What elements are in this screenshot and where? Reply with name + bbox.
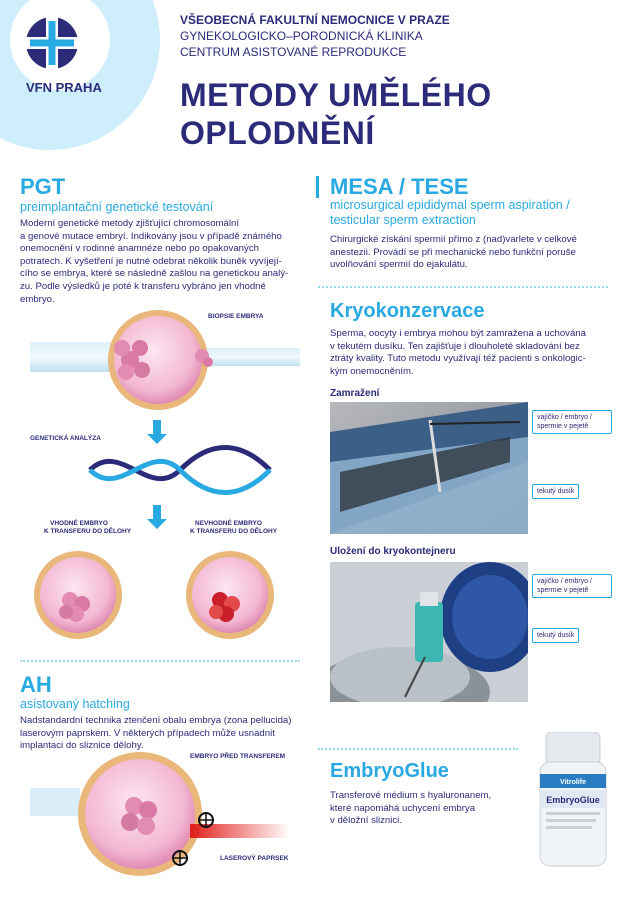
embryo-before-transfer-label: EMBRYO PŘED TRANSFEREM (190, 753, 286, 760)
svg-text:EmbryoGlue: EmbryoGlue (546, 795, 600, 805)
ah-text: Nadstandardní technika ztenčení obalu embrya (zona pellucida) laserovým paprskem. V některých případech může usnadnit implantaci do sliznice dělohy. (20, 715, 292, 752)
center-name: CENTRUM ASISTOVANÉ REPRODUKCE (180, 45, 407, 59)
embryoglue-heading: EmbryoGlue (330, 760, 449, 782)
ah-subtitle: asistovaný hatching (20, 697, 130, 711)
divider (20, 660, 300, 662)
ah-heading: AH (20, 672, 52, 697)
nitrogen-label: tekutý dusík (532, 484, 579, 499)
good-embryo-label-1: VHODNÉ EMBRYO (50, 520, 108, 527)
bad-embryo-label-1: NEVHODNÉ EMBRYO (195, 520, 262, 527)
nitrogen-label: tekutý dusík (532, 628, 579, 643)
ah-illustration (30, 748, 310, 888)
embryoglue-bottle (528, 732, 618, 872)
divider (318, 286, 608, 288)
svg-text:Vitrolife: Vitrolife (560, 779, 586, 786)
storage-photo (330, 562, 528, 702)
embryoglue-text: Transferové médium s hyaluronanem, které napomáhá uchycení embrya v děložní sliznici. (330, 790, 492, 827)
vertical-rule (316, 176, 319, 198)
page-title: METODY UMĚLÉHO OPLODNĚNÍ (180, 77, 492, 151)
sample-label: vajíčko / embryo / spermie v pejetě (532, 410, 612, 434)
pgt-text: Moderní genetické metody zjišťující chromosomální a genové mutace embryí. Indikovány jsou v případě známého onemocnění v rodinné anamnéze nebo po opakovaných potratech. K vyšetření je nutné odebrat několik buněk vyvíjejí- cího se embrya, které se následně zašlou na genetickou analý- zu. Podle výsledků je poté k transferu vybráno jen vhodné embryo. (20, 218, 289, 305)
freeze-caption: Zamražení (330, 388, 380, 399)
storage-caption: Uložení do kryokontejneru (330, 546, 456, 557)
bad-embryo-label-2: K TRANSFERU DO DĚLOHY (190, 528, 278, 535)
clinic-name: GYNEKOLOGICKO–PORODNICKÁ KLINIKA (180, 29, 423, 43)
mesa-subtitle: microsurgical epididymal sperm aspiration / testicular sperm extraction (330, 198, 570, 227)
pgt-subtitle: preimplantační genetické testování (20, 200, 214, 214)
pgt-illustration (30, 300, 300, 640)
pgt-heading: PGT (20, 174, 66, 199)
freeze-photo (330, 402, 528, 534)
mesa-heading: MESA / TESE (330, 174, 469, 199)
laser-label: LASEROVÝ PAPRSEK (220, 855, 289, 862)
biopsy-label: BIOPSIE EMBRYA (208, 313, 264, 320)
logo-text: VFN PRAHA (26, 80, 102, 95)
kryo-text: Sperma, oocyty i embrya mohou být zamražena a uchována v tekutém dusíku. Ten zajišťuje i dlouholeté skladování bez ztráty kvality. Tuto metodu využívají též pacienti s onkologic- kým onemocněním. (330, 328, 586, 377)
cross-logo-icon (22, 12, 82, 74)
sample-label: vajíčko / embryo / spermie v pejetě (532, 574, 612, 598)
mesa-text: Chirurgické získání spermií přímo z (nad)varlete v celkové anestezii. Provádí se při mechanické nebo funkční poruše uvolňování spermií do ejakulátu. (330, 234, 577, 271)
kryo-heading: Kryokonzervace (330, 300, 485, 322)
good-embryo-label-2: K TRANSFERU DO DĚLOHY (44, 528, 132, 535)
hospital-name: VŠEOBECNÁ FAKULTNÍ NEMOCNICE V PRAZE (180, 13, 450, 27)
hospital-info (180, 12, 450, 60)
analysis-label: GENETICKÁ ANALÝZA (30, 435, 101, 442)
divider (318, 748, 518, 750)
